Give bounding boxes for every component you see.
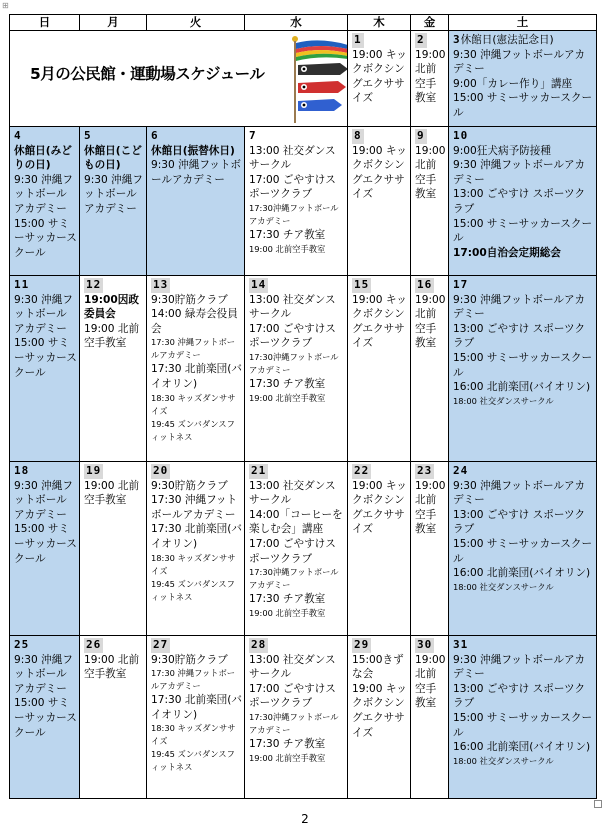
event: 18:00 社交ダンスサークル <box>453 395 554 406</box>
event: 17:00 ごやすけスポーツクラブ <box>249 173 336 201</box>
event: 16:00 北前楽団(バイオリン) <box>453 567 591 580</box>
day-cell-17 <box>449 276 597 462</box>
event: 9:30貯筋クラブ <box>151 653 228 666</box>
event: 19:00 北前空手教室 <box>249 392 326 403</box>
event: 15:00 サミーサッカースクール <box>453 351 593 379</box>
event: 17:30 チア教室 <box>249 737 326 750</box>
event: 19:45 ズンバダンスフィットネス <box>151 578 235 602</box>
event: 13:00 ごやすけ スポーツクラブ <box>453 508 586 536</box>
day-number: 1 <box>354 33 362 46</box>
day-number: 5 <box>84 129 92 142</box>
day-number: 16 <box>417 278 433 291</box>
event: 17:00自治会定期総会 <box>453 246 561 259</box>
day-number: 8 <box>354 129 362 142</box>
event: 16:00 北前楽団(バイオリン) <box>453 381 591 394</box>
event: 17:30 チア教室 <box>249 228 326 241</box>
event: 15:00きずな会 <box>352 653 404 681</box>
event: 13:00 社交ダンスサークル <box>249 479 336 507</box>
holiday-note: 休館日(振替休日) <box>151 144 235 157</box>
event: 19:00 北前空手教室 <box>249 607 326 618</box>
day-cell-31 <box>449 636 597 799</box>
event: 19:45 ズンバダンスフィットネス <box>151 749 235 773</box>
event: 13:00 社交ダンスサークル <box>249 653 336 681</box>
day-number: 15 <box>354 278 370 291</box>
event: 18:30 キッズダンササイズ <box>151 552 236 576</box>
event: 18:00 社交ダンスサークル <box>453 755 554 766</box>
week-row-3 <box>10 276 597 462</box>
event: 9:30 沖縄フットボールアカデミー <box>14 293 73 335</box>
day-cell-16 <box>411 276 449 462</box>
day-cell-14 <box>245 276 348 462</box>
day-cell-18 <box>10 462 80 636</box>
carp-streamer-icon <box>290 35 348 123</box>
event: 15:00 サミーサッカースクール <box>14 523 77 565</box>
day-cell-26 <box>80 636 147 799</box>
event: 17:30 北前楽団(バイオリン) <box>151 523 242 550</box>
event: 17:30 沖縄フットボールアカデミー <box>151 668 236 692</box>
table-resize-handle[interactable] <box>594 800 602 808</box>
week-row-1 <box>10 31 597 127</box>
event: 13:00 社交ダンスサークル <box>249 144 336 172</box>
day-number: 29 <box>354 638 370 651</box>
event: 15:00 サミーサッカースクール <box>14 217 77 259</box>
event: 19:00因政委員会 <box>84 293 139 321</box>
event: 15:00 サミーサッカースクール <box>453 92 593 119</box>
day-number: 13 <box>153 278 169 291</box>
day-cell-10 <box>449 127 597 276</box>
event: 19:00 北前空手教室 <box>415 293 446 350</box>
day-number: 2 <box>417 33 425 46</box>
week-row-5 <box>10 636 597 799</box>
holiday-note: 休館日(憲法記念日) <box>460 34 554 46</box>
day-cell-19 <box>80 462 147 636</box>
event: 9:30 沖縄フットボールアカデミー <box>453 48 586 76</box>
weekday-mon: 月 <box>80 15 147 31</box>
event: 17:00 ごやすけスポーツクラブ <box>249 537 336 565</box>
event: 13:00 ごやすけ スポーツクラブ <box>453 188 586 215</box>
event: 9:30 沖縄フットボールアカデミー <box>151 159 241 186</box>
event: 17:30 沖縄フットボールアカデミー <box>151 494 238 521</box>
event: 19:00 北前空手教室 <box>249 752 326 763</box>
event: 19:00 北前空手教室 <box>84 322 140 350</box>
event: 9:30 沖縄フットボールアカデミー <box>453 653 586 681</box>
event: 18:30 キッズダンササイズ <box>151 723 236 747</box>
event: 18:00 社交ダンスサークル <box>453 581 554 592</box>
day-number: 30 <box>417 638 433 651</box>
event: 19:00 北前空手教室 <box>415 653 446 710</box>
weekday-sat: 土 <box>449 15 597 31</box>
event: 19:00 北前空手教室 <box>84 479 140 507</box>
day-number: 7 <box>249 129 257 142</box>
day-number: 12 <box>86 278 102 291</box>
day-cell-21 <box>245 462 348 636</box>
weekday-thu: 木 <box>348 15 411 31</box>
event: 17:00 ごやすけスポーツクラブ <box>249 682 336 710</box>
event: 15:00 サミーサッカースクール <box>453 217 593 245</box>
weekday-wed: 水 <box>245 15 348 31</box>
event: 13:00 ごやすけ スポーツクラブ <box>453 682 586 710</box>
event: 9:30貯筋クラブ <box>151 293 228 306</box>
day-cell-20 <box>147 462 245 636</box>
day-number: 26 <box>86 638 102 651</box>
week-row-4 <box>10 462 597 636</box>
day-cell-12 <box>80 276 147 462</box>
event: 17:30沖縄フットボールアカデミー <box>249 202 339 226</box>
event: 9:30 沖縄フットボールアカデミー <box>84 173 143 215</box>
event: 13:00 ごやすけ スポーツクラブ <box>453 322 586 350</box>
event: 19:00 キックボクシングエクササイズ <box>352 144 407 201</box>
day-cell-4 <box>10 127 80 276</box>
page-number: 2 <box>301 812 309 826</box>
day-number: 18 <box>14 464 30 477</box>
event: 15:00 サミーサッカースクール <box>453 537 593 565</box>
event: 14:00「コーヒーを楽しむ会」講座 <box>249 508 343 536</box>
event: 9:00「カレー作り」講座 <box>453 77 573 90</box>
event: 19:00 北前空手教室 <box>415 144 446 201</box>
day-cell-7 <box>245 127 348 276</box>
event: 15:00 サミーサッカースクール <box>453 711 593 739</box>
day-number: 20 <box>153 464 169 477</box>
day-cell-11 <box>10 276 80 462</box>
event: 19:00 北前空手教室 <box>415 48 446 105</box>
title-cell <box>10 31 348 127</box>
event: 18:30 キッズダンササイズ <box>151 392 236 416</box>
day-number: 10 <box>453 129 469 142</box>
week-row-2 <box>10 127 597 276</box>
event: 19:00 北前空手教室 <box>249 243 326 254</box>
event: 9:30貯筋クラブ <box>151 479 228 492</box>
weekday-sun: 日 <box>10 15 80 31</box>
day-number: 11 <box>14 278 30 291</box>
event: 19:00 キックボクシングエクササイズ <box>352 682 407 739</box>
day-number: 4 <box>14 129 22 142</box>
day-number: 9 <box>417 129 425 142</box>
event: 17:00 ごやすけスポーツクラブ <box>249 322 336 350</box>
day-cell-3 <box>449 31 597 127</box>
day-number: 3 <box>453 33 461 46</box>
page-title: 5月の公民館・運動場スケジュール <box>30 65 265 83</box>
day-cell-8 <box>348 127 411 276</box>
holiday-note: 休館日(こどもの日) <box>84 144 142 172</box>
event: 9:30 沖縄フットボールアカデミー <box>14 479 73 521</box>
day-cell-9 <box>411 127 449 276</box>
day-cell-30 <box>411 636 449 799</box>
day-number: 23 <box>417 464 433 477</box>
event: 13:00 社交ダンスサークル <box>249 293 336 321</box>
event: 19:00 キックボクシングエクササイズ <box>352 479 407 536</box>
weekday-tue: 火 <box>147 15 245 31</box>
event: 9:00狂犬病予防接種 <box>453 144 551 157</box>
day-cell-24 <box>449 462 597 636</box>
event: 9:30 沖縄フットボールアカデミー <box>453 159 586 186</box>
event: 19:45 ズンバダンスフィットネス <box>151 418 235 442</box>
day-cell-13 <box>147 276 245 462</box>
holiday-note: 休館日(みどりの日) <box>14 144 72 172</box>
event: 16:00 北前楽団(バイオリン) <box>453 741 591 754</box>
day-cell-5 <box>80 127 147 276</box>
event: 15:00 サミーサッカースクール <box>14 697 77 739</box>
event: 9:30 沖縄フットボールアカデミー <box>453 293 586 321</box>
day-number: 19 <box>86 464 102 477</box>
day-cell-15 <box>348 276 411 462</box>
event: 14:00 緑寿会役員会 <box>151 308 238 335</box>
event: 17:30沖縄フットボールアカデミー <box>249 711 339 735</box>
event: 19:00 北前空手教室 <box>415 479 446 536</box>
day-number: 24 <box>453 464 469 477</box>
day-cell-25 <box>10 636 80 799</box>
day-number: 28 <box>251 638 267 651</box>
event: 17:30 北前楽団(バイオリン) <box>151 363 242 390</box>
day-number: 22 <box>354 464 370 477</box>
event: 17:30 沖縄フットボールアカデミー <box>151 337 236 361</box>
weekday-fri: 金 <box>411 15 449 31</box>
calendar-table <box>9 14 597 799</box>
day-cell-27 <box>147 636 245 799</box>
day-number: 27 <box>153 638 169 651</box>
day-cell-22 <box>348 462 411 636</box>
event: 9:30 沖縄フットボールアカデミー <box>453 479 586 507</box>
event: 15:00 サミーサッカースクール <box>14 337 77 379</box>
event: 19:00 キックボクシングエクササイズ <box>352 293 407 350</box>
day-cell-2 <box>411 31 449 127</box>
day-number: 14 <box>251 278 267 291</box>
weekday-header-row <box>10 15 597 31</box>
event: 9:30 沖縄フットボールアカデミー <box>14 653 73 695</box>
event: 9:30 沖縄フットボールアカデミー <box>14 173 73 215</box>
day-number: 31 <box>453 638 469 651</box>
event: 17:30沖縄フットボールアカデミー <box>249 351 339 375</box>
event: 17:30 チア教室 <box>249 593 326 606</box>
day-cell-6 <box>147 127 245 276</box>
event: 17:30沖縄フットボールアカデミー <box>249 567 339 591</box>
day-cell-28 <box>245 636 348 799</box>
day-number: 21 <box>251 464 267 477</box>
day-number: 17 <box>453 278 469 291</box>
event: 17:30 北前楽団(バイオリン) <box>151 694 242 721</box>
text-anchor-mark: ⊞ <box>2 1 9 10</box>
day-cell-29 <box>348 636 411 799</box>
day-cell-1 <box>348 31 411 127</box>
day-number: 25 <box>14 638 30 651</box>
event: 19:00 キックボクシングエクササイズ <box>352 48 407 105</box>
day-cell-23 <box>411 462 449 636</box>
event: 17:30 チア教室 <box>249 377 326 390</box>
day-number: 6 <box>151 129 159 142</box>
event: 19:00 北前空手教室 <box>84 653 140 681</box>
